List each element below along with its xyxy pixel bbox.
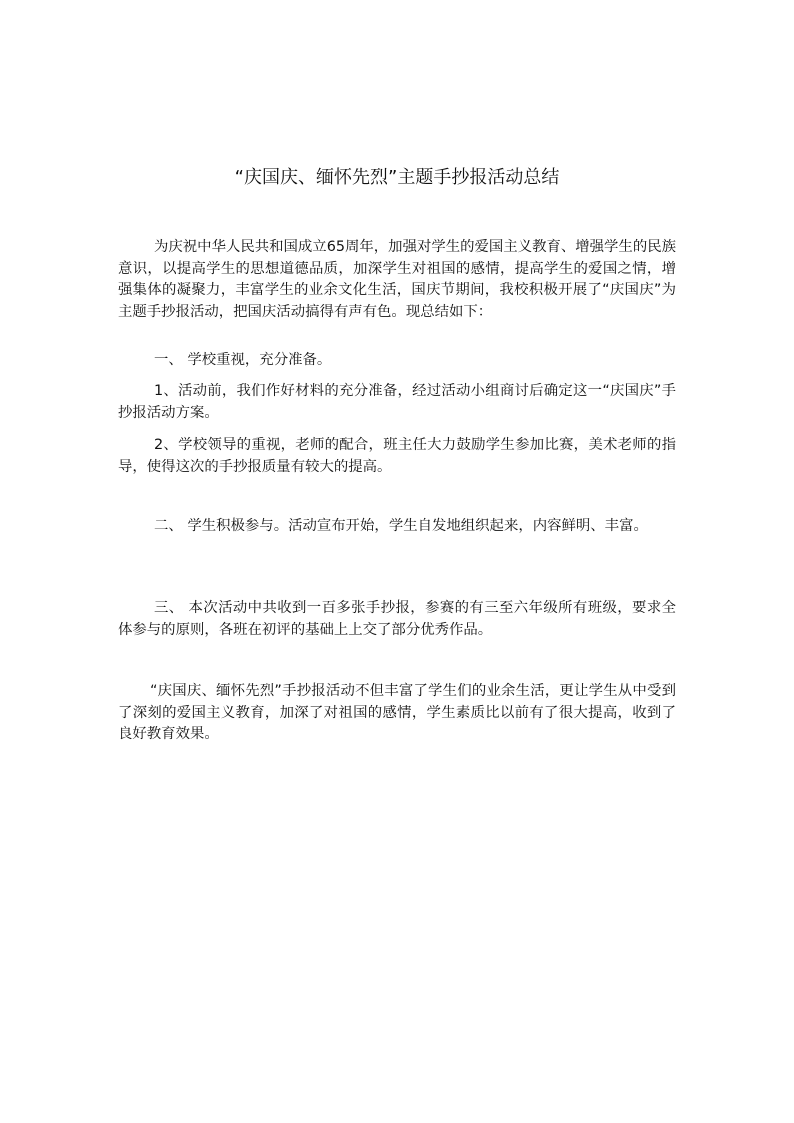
section-2-paragraph: 二、 学生积极参与。活动宣布开始，学生自发地组织起来，内容鲜明、丰富。 (154, 518, 648, 534)
section-3-paragraph: 三、 本次活动中共收到一百多张手抄报，参赛的有三至六年级所有班级，要求全体参与的原则，各班在初评的基础上上交了部分优秀作品。 (118, 600, 676, 638)
document-title: “庆国庆、缅怀先烈”主题手抄报活动总结 (234, 167, 560, 188)
conclusion-paragraph: “庆国庆、缅怀先烈”手抄报活动不但丰富了学生们的业余生活，更让学生从中受到了深刻的爱国主义教育，加深了对祖国的感情，学生素质比以前有了很大提高，收到了良好教育效果。 (118, 683, 676, 742)
section-1-item-2: 2、学校领导的重视，老师的配合，班主任大力鼓励学生参加比赛，美术老师的指导，使得这次的手抄报质量有较大的提高。 (118, 437, 676, 475)
section-1-item-1: 1、活动前，我们作好材料的充分准备，经过活动小组商讨后确定这一“庆国庆”手抄报活动方案。 (118, 383, 676, 421)
section-1-heading: 一、 学校重视，充分准备。 (154, 352, 332, 368)
intro-paragraph: 为庆祝中华人民共和国成立65周年，加强对学生的爱国主义教育、增强学生的民族意识，以提高学生的思想道德品质，加深学生对祖国的感情，提高学生的爱国之情，增强集体的凝聚力，丰富学生的业余文化生活，国庆节期间，我校积极开展了“庆国庆”为主题手抄报活动，把国庆活动搞得有声有色。现总结如下： (118, 239, 676, 320)
